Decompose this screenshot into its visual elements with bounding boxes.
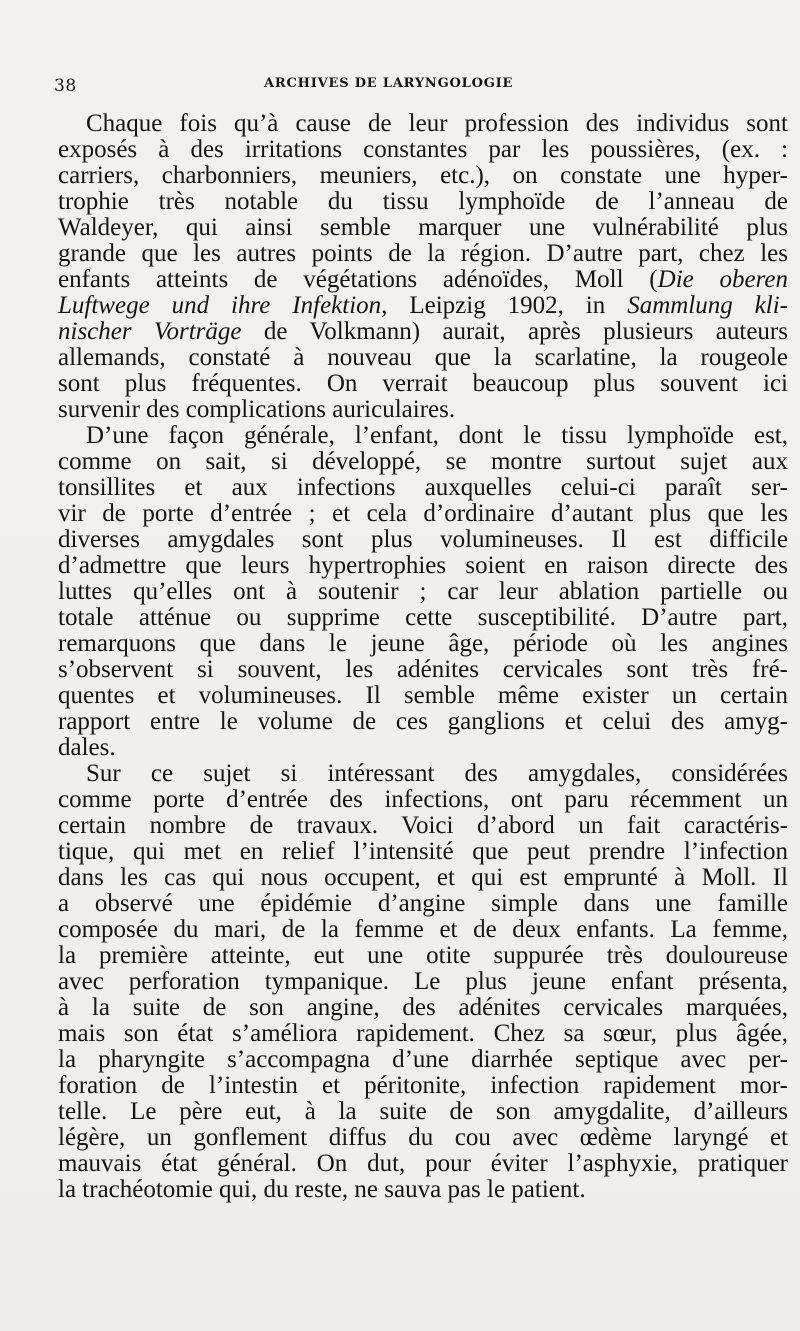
text-line: quentes et volumineuses. Il semble même exister un certain [58,682,788,709]
text-line: mais son état s’améliora rapidement. Chez sa sœur, plus âgée, [58,1020,788,1047]
text-line: Chaque fois qu’à cause de leur profession des individus sont [86,110,788,137]
text-line: tique, qui met en relief l’intensité que peut prendre l’infection [58,838,788,865]
text-line: sont plus fréquentes. On verrait beaucoup plus souvent ici [58,370,788,397]
text-line: Sur ce sujet si intéressant des amygdales, considérées [86,760,788,787]
text-line: Luftwege und ihre Infektion, Leipzig 1902, in Sammlung kli- [58,292,788,319]
text-line: légère, un gonflement diffus du cou avec œdème laryngé et [58,1124,788,1151]
text-line: D’une façon générale, l’enfant, dont le tissu lymphoïde est, [86,422,788,449]
text-line: à la suite de son angine, des adénites cervicales marquées, [58,994,788,1021]
text-line: tonsillites et aux infections auxquelles celui-ci paraît ser- [58,474,788,501]
text-line: Waldeyer, qui ainsi semble marquer une vulnérabilité plus [58,214,788,241]
text-line: nischer Vorträge de Volkmann) aurait, après plusieurs auteurs [58,318,788,345]
text-line: comme on sait, si développé, se montre surtout sujet aux [58,448,788,475]
text-line: exposés à des irritations constantes par les poussières, (ex. : [58,136,788,163]
text-line: foration de l’intestin et péritonite, infection rapidement mor- [58,1072,788,1099]
paragraph-1 [58,111,788,423]
body-text [58,111,788,1203]
text-line: d’admettre que leurs hypertrophies soient en raison directe des [58,552,788,579]
page-number: 38 [54,76,77,96]
text-line: remarquons que dans le jeune âge, période où les angines [58,630,788,657]
text-line: survenir des complications auriculaires. [58,396,456,423]
text-line: s’observent si souvent, les adénites cervicales sont très fré- [58,656,788,683]
text-line: luttes qu’elles ont à soutenir ; car leur ablation partielle ou [58,578,788,605]
page-header [54,76,760,100]
text-line: diverses amygdales sont plus volumineuses. Il est difficile [58,526,788,553]
paragraph-3 [58,761,788,1203]
text-line: la première atteinte, eut une otite suppurée très douloureuse [58,942,788,969]
text-line: dans les cas qui nous occupent, et qui est emprunté à Moll. Il [58,864,788,891]
text-line: composée du mari, de la femme et de deux enfants. La femme, [58,916,788,943]
text-line: mauvais état général. On dut, pour éviter l’asphyxie, pratiquer [58,1150,788,1177]
text-line: la pharyngite s’accompagna d’une diarrhée septique avec per- [58,1046,788,1073]
text-line: rapport entre le volume de ces ganglions et celui des amyg- [58,708,788,735]
text-line: carriers, charbonniers, meuniers, etc.), on constate une hyper- [58,162,788,189]
text-line: grande que les autres points de la région. D’autre part, chez les [58,240,788,267]
text-line: certain nombre de travaux. Voici d’abord un fait caractéris- [58,812,788,839]
text-line: avec perforation tympanique. Le plus jeune enfant présenta, [58,968,788,995]
text-line: la trachéotomie qui, du reste, ne sauva pas le patient. [58,1176,586,1203]
running-head: ARCHIVES DE LARYNGOLOGIE [264,76,514,91]
text-line: a observé une épidémie d’angine simple dans une famille [58,890,788,917]
text-line: telle. Le père eut, à la suite de son amygdalite, d’ailleurs [58,1098,788,1125]
paragraph-2 [58,423,788,761]
text-line: vir de porte d’entrée ; et cela d’ordinaire d’autant plus que les [58,500,788,527]
text-line: trophie très notable du tissu lymphoïde de l’anneau de [58,188,788,215]
text-line: dales. [58,734,116,761]
text-line: comme porte d’entrée des infections, ont paru récemment un [58,786,788,813]
text-line: allemands, constaté à nouveau que la scarlatine, la rougeole [58,344,788,371]
text-line: enfants atteints de végétations adénoïdes, Moll (Die oberen [58,266,789,293]
text-line: totale atténue ou supprime cette susceptibilité. D’autre part, [58,604,788,631]
